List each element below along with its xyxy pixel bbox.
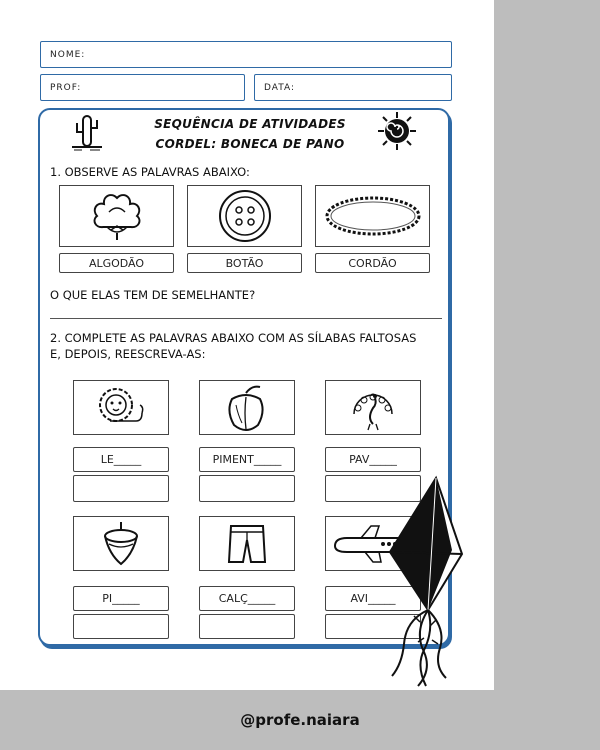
syllable-label-avi: AVI_____ — [325, 586, 421, 611]
date-label: DATA: — [264, 82, 296, 93]
pepper-image — [199, 380, 295, 435]
syllable-label-calc: CALÇ_____ — [199, 586, 295, 611]
answer-box-calc[interactable] — [199, 614, 295, 639]
spinning-top-icon — [101, 520, 141, 568]
cotton-icon — [87, 190, 147, 242]
name-label: NOME: — [50, 49, 86, 60]
syllable-label-piment: PIMENT_____ — [199, 447, 295, 472]
name-field[interactable] — [40, 41, 452, 68]
prof-label: PROF: — [50, 82, 82, 93]
shorts-image — [199, 516, 295, 571]
cactus-icon — [70, 112, 104, 152]
answer-line[interactable] — [50, 318, 442, 319]
button-image — [187, 185, 302, 247]
syllable-label-pi: PI_____ — [73, 586, 169, 611]
answer-box-le[interactable] — [73, 475, 169, 502]
answer-box-pi[interactable] — [73, 614, 169, 639]
word-label-botao: BOTÃO — [187, 253, 302, 273]
footer-handle: @profe.naiara — [240, 711, 360, 729]
sun-icon — [376, 110, 418, 152]
question-2-prompt-line-2: E, DEPOIS, REESCREVA-AS: — [50, 347, 206, 361]
pepper-icon — [224, 383, 270, 433]
kite-icon — [380, 470, 470, 690]
spinning-top-image — [73, 516, 169, 571]
peacock-icon — [348, 384, 398, 432]
question-2-prompt-line-1: 2. COMPLETE AS PALAVRAS ABAIXO COM AS SÍLABAS FALTOSAS — [50, 331, 417, 345]
question-1-prompt: 1. OBSERVE AS PALAVRAS ABAIXO: — [50, 165, 250, 179]
shorts-icon — [227, 522, 267, 566]
answer-box-piment[interactable] — [199, 475, 295, 502]
word-label-algodao: ALGODÃO — [59, 253, 174, 273]
question-1-followup: O QUE ELAS TEM DE SEMELHANTE? — [50, 288, 256, 302]
cotton-image — [59, 185, 174, 247]
syllable-label-pav: PAV_____ — [325, 447, 421, 472]
syllable-label-le: LE_____ — [73, 447, 169, 472]
prof-field[interactable] — [40, 74, 245, 101]
cord-icon — [323, 192, 423, 240]
lion-icon — [96, 385, 146, 431]
title-line-2: CORDEL: BONECA DE PANO — [155, 137, 345, 151]
date-field[interactable] — [254, 74, 452, 101]
title-line-1: SEQUÊNCIA DE ATIVIDADES — [154, 117, 346, 131]
cord-image — [315, 185, 430, 247]
footer-bar — [0, 690, 600, 750]
lion-image — [73, 380, 169, 435]
word-label-cordao: CORDÃO — [315, 253, 430, 273]
button-icon — [217, 188, 273, 244]
peacock-image — [325, 380, 421, 435]
